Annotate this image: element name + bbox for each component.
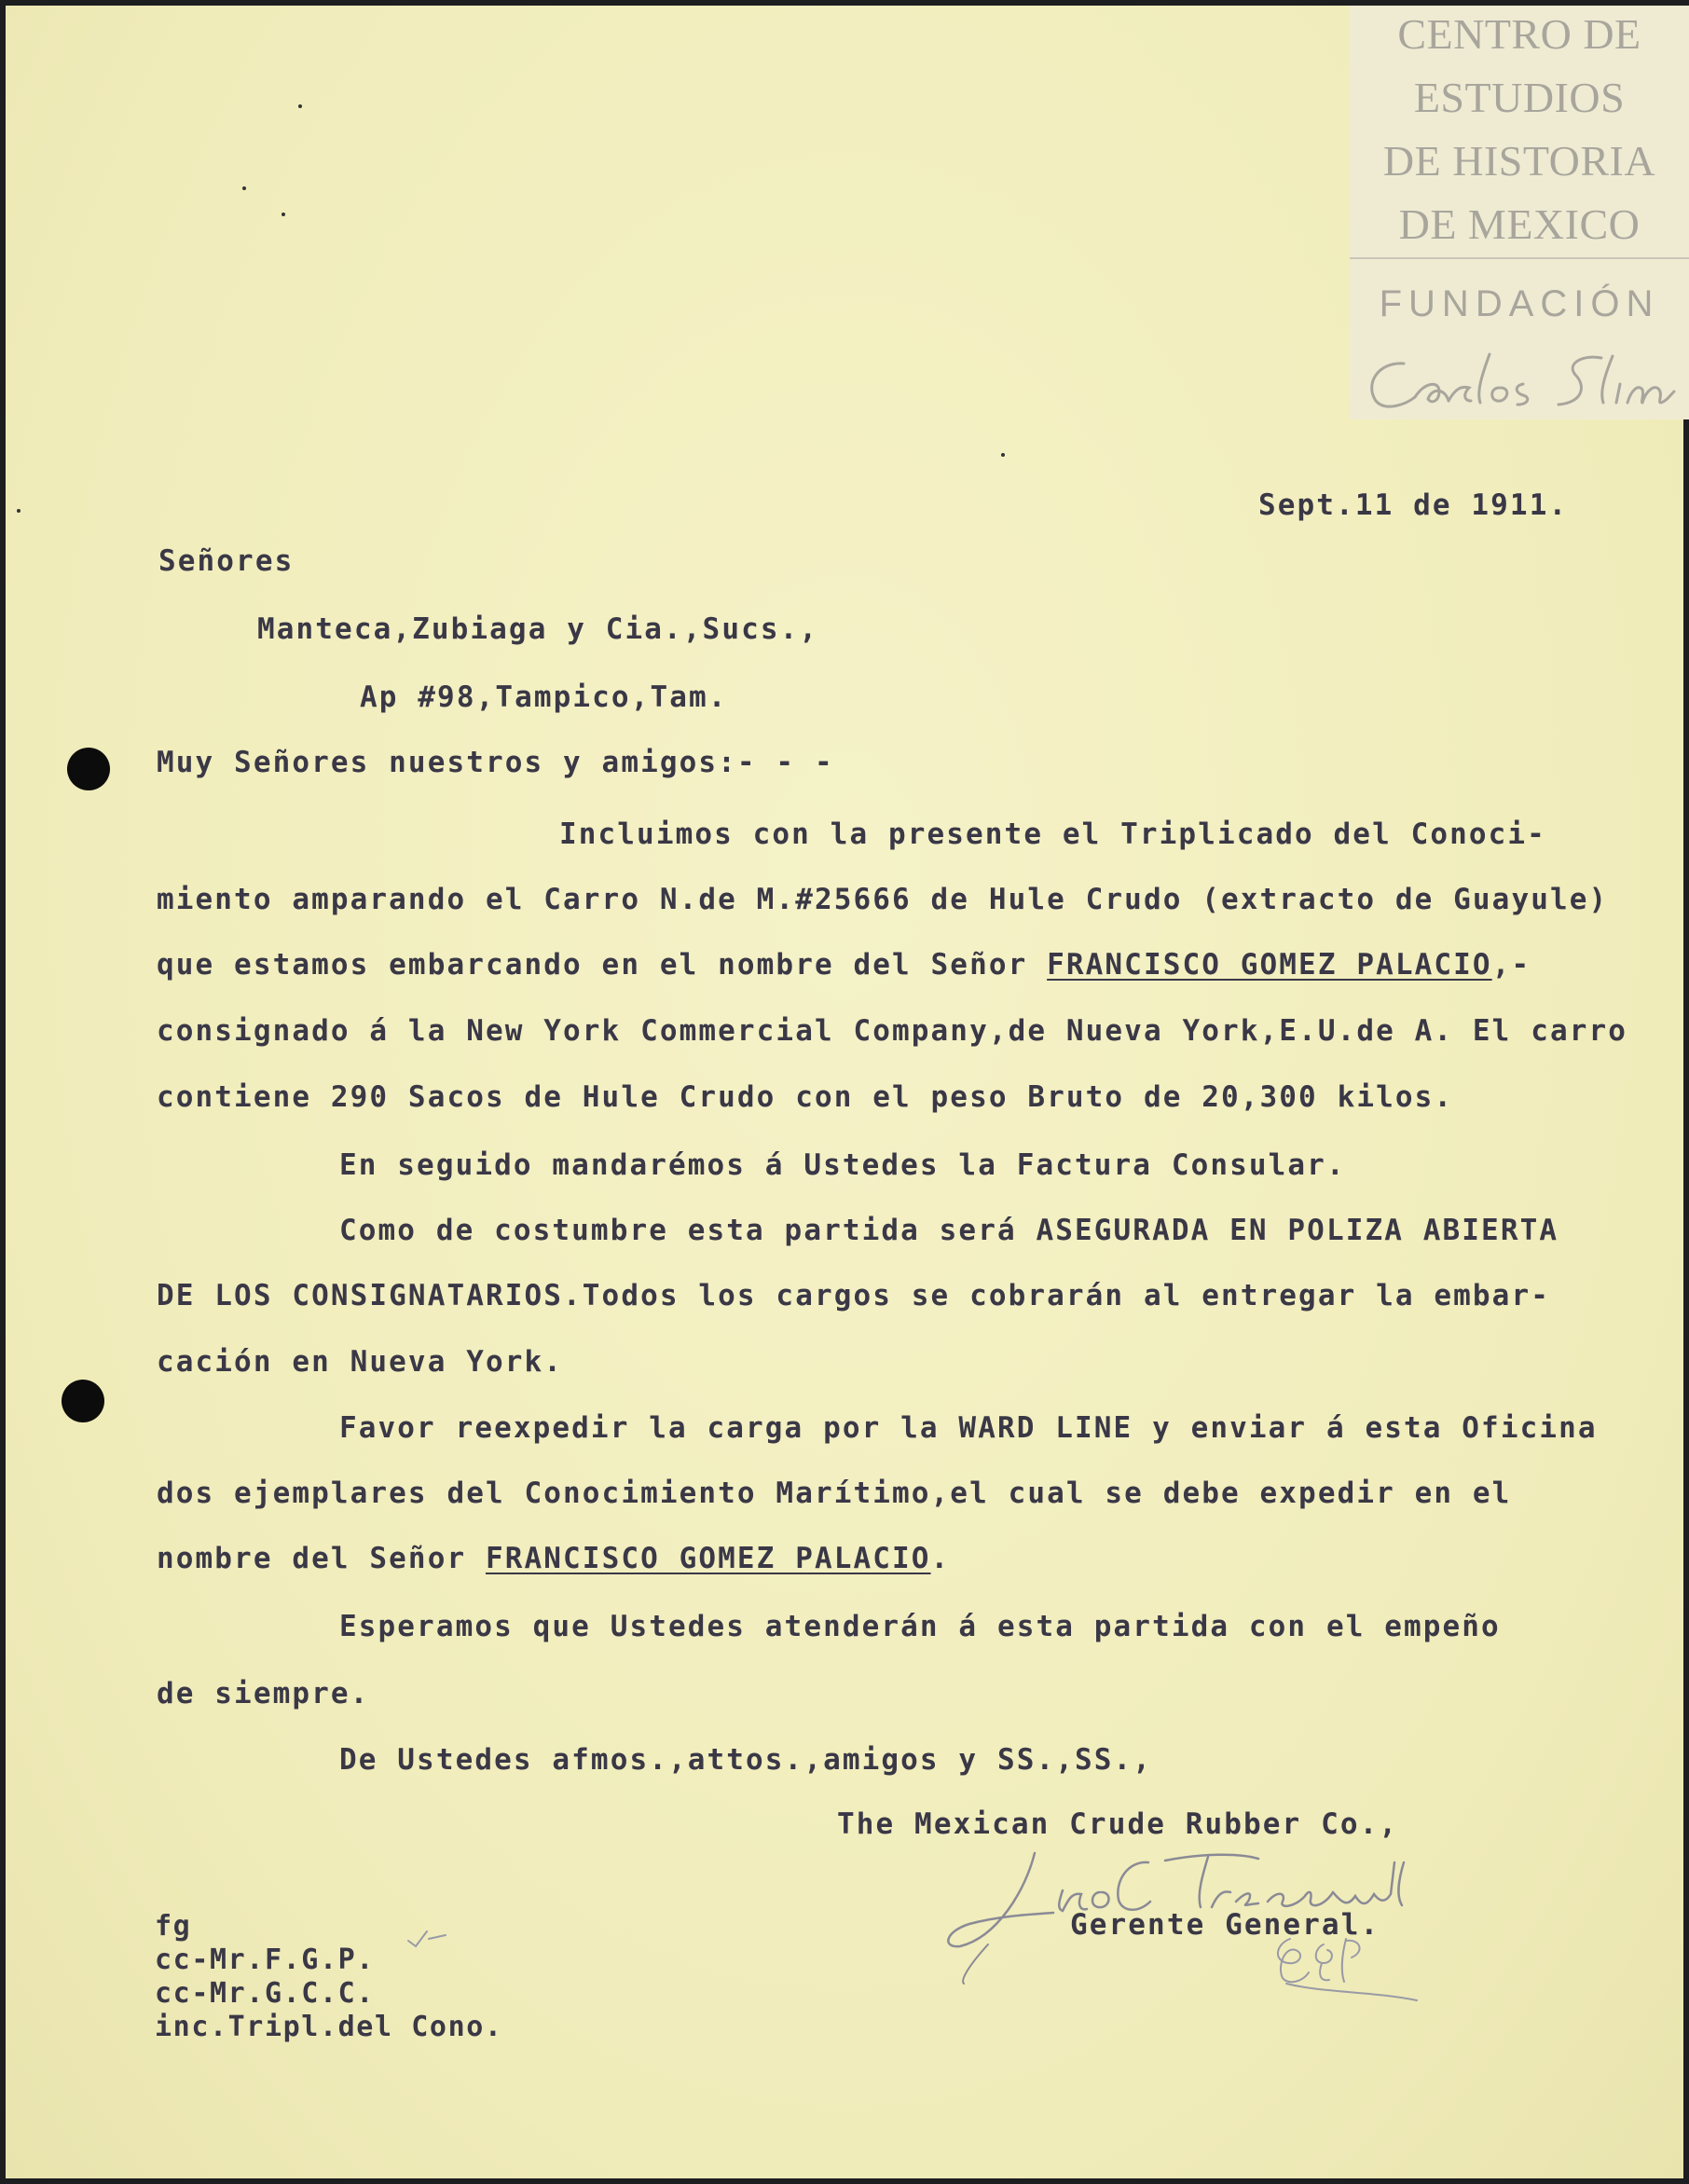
cc-line: cc-Mr.F.G.P. <box>155 1944 375 1976</box>
greeting: Muy Señores nuestros y amigos:- - - <box>157 746 834 779</box>
watermark-divider <box>1350 257 1689 259</box>
addressee-name: Manteca,Zubiaga y Cia.,Sucs., <box>257 612 819 646</box>
typist-initials: fg <box>155 1910 192 1943</box>
punch-hole <box>67 748 110 790</box>
body-line: Favor reexpedir la carga por la WARD LINE y enviar á esta Oficina <box>339 1411 1598 1445</box>
cc-line: cc-Mr.G.C.C. <box>155 1977 375 2010</box>
body-line: contiene 290 Sacos de Hule Crudo con el peso Bruto de 20,300 kilos. <box>157 1080 1454 1114</box>
body-line: de siempre. <box>157 1677 370 1710</box>
body-line: consignado á la New York Commercial Company,de Nueva York,E.U.de A. El carro <box>157 1014 1628 1048</box>
check-mark-icon <box>405 1926 451 1954</box>
underlined-name: FRANCISCO GOMEZ PALACIO <box>1047 948 1492 982</box>
ink-speck <box>17 509 21 513</box>
ink-speck <box>242 186 246 190</box>
body-line: Incluimos con la presente el Triplicado del Conoci- <box>559 817 1546 851</box>
salutation-title: Señores <box>158 544 295 578</box>
body-line: Esperamos que Ustedes atenderán á esta partida con el empeño <box>339 1610 1501 1643</box>
ink-speck <box>282 213 285 216</box>
watermark-signature-logo <box>1359 347 1685 421</box>
signature-title: Gerente General. <box>1070 1908 1380 1942</box>
watermark-line: FUNDACIÓN <box>1379 283 1660 324</box>
letter-date: Sept.11 de 1911. <box>1258 488 1569 522</box>
closing: De Ustedes afmos.,attos.,amigos y SS.,SS., <box>339 1743 1153 1777</box>
handwritten-initials <box>1268 1926 1435 2019</box>
underlined-name: FRANCISCO GOMEZ PALACIO <box>485 1542 931 1575</box>
watermark-line: ESTUDIOS <box>1413 74 1626 121</box>
body-line: nombre del Señor FRANCISCO GOMEZ PALACIO. <box>157 1542 951 1575</box>
archive-watermark <box>1350 6 1689 419</box>
body-line: Como de costumbre esta partida será ASEGURADA EN POLIZA ABIERTA <box>339 1214 1559 1247</box>
body-line: cación en Nueva York. <box>157 1345 564 1379</box>
watermark-line: DE MEXICO <box>1398 200 1641 248</box>
ink-speck <box>1001 453 1005 457</box>
body-line: que estamos embarcando en el nombre del Señor FRANCISCO GOMEZ PALACIO,- <box>157 948 1531 982</box>
addressee-address: Ap #98,Tampico,Tam. <box>360 680 728 714</box>
body-line: miento amparando el Carro N.de M.#25666 de Hule Crudo (extracto de Guayule) <box>157 883 1609 916</box>
body-line: En seguido mandarémos á Ustedes la Factura Consular. <box>339 1148 1346 1182</box>
watermark-line: CENTRO DE <box>1397 10 1641 58</box>
watermark-line: DE HISTORIA <box>1382 137 1656 185</box>
punch-hole <box>62 1380 104 1422</box>
enclosure-line: inc.Tripl.del Cono. <box>155 2011 503 2043</box>
body-line: DE LOS CONSIGNATARIOS.Todos los cargos se cobrarán al entregar la embar- <box>157 1279 1550 1312</box>
company-name: The Mexican Crude Rubber Co., <box>837 1807 1399 1841</box>
body-line: dos ejemplares del Conocimiento Marítimo,el cual se debe expedir en el <box>157 1477 1512 1510</box>
ink-speck <box>298 104 302 108</box>
